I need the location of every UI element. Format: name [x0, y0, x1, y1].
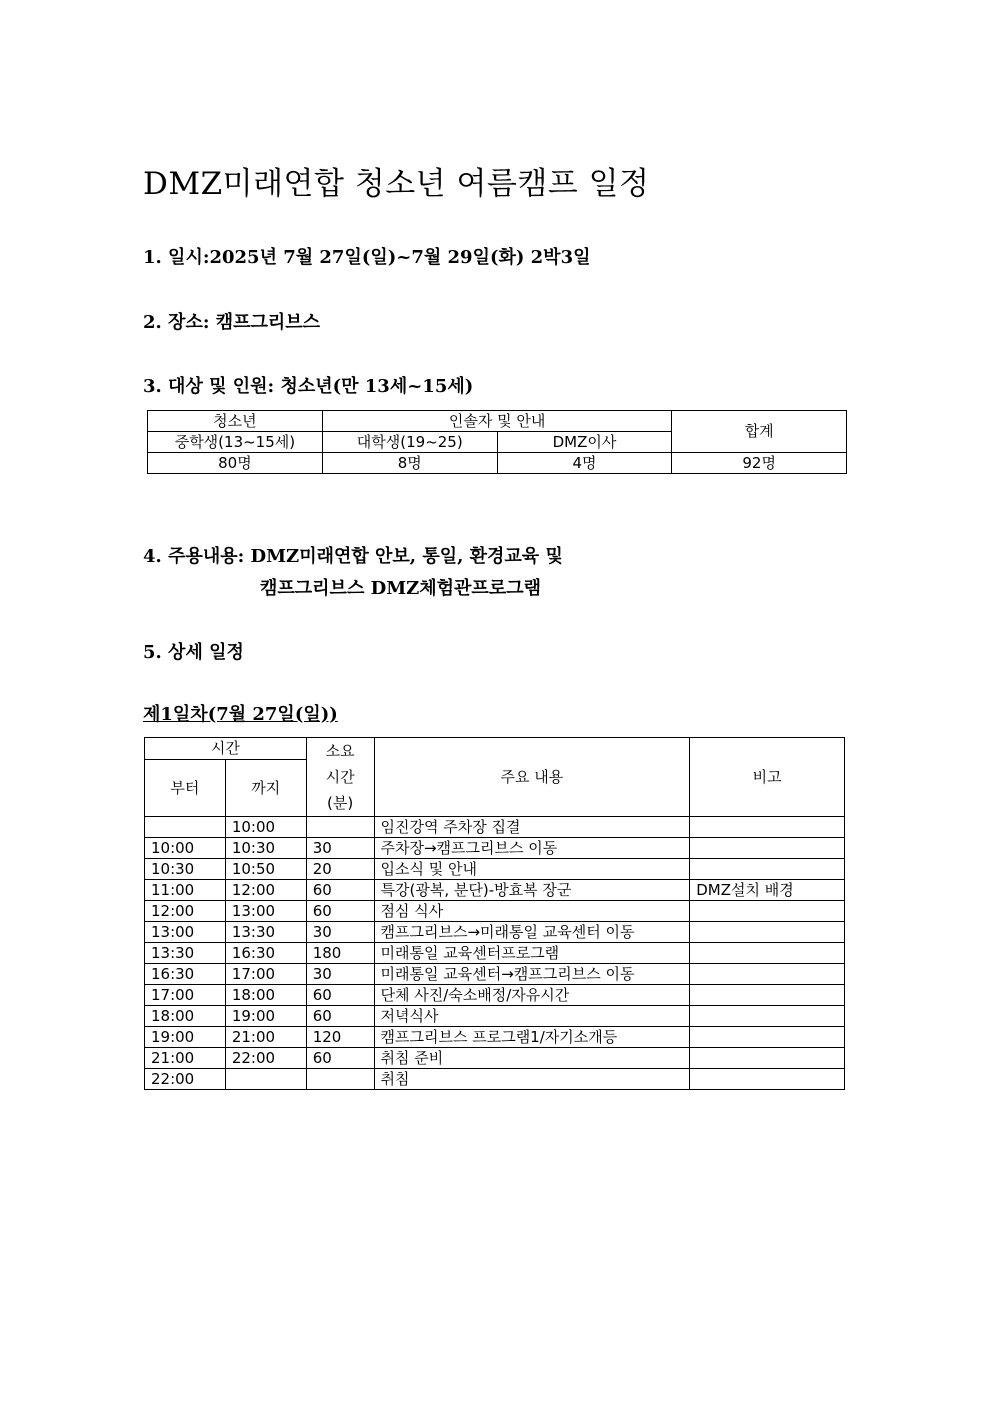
- header-time: 시간: [145, 738, 307, 760]
- header-duration-line2: 시간: [325, 768, 355, 786]
- table-row: [145, 838, 845, 859]
- cell-content: 미래통일 교육센터→캠프그리브스 이동: [374, 964, 690, 985]
- cell-to: 10:00: [225, 817, 306, 838]
- cell-note: DMZ설치 배경: [690, 880, 845, 901]
- cell-to: 10:50: [225, 859, 306, 880]
- table-row: [145, 901, 845, 922]
- cell-to: 18:00: [225, 985, 306, 1006]
- day1-heading: 제1일차(7월 27일(일)): [143, 704, 338, 725]
- cell-content: 입소식 및 안내: [374, 859, 690, 880]
- table-row: [145, 1069, 845, 1090]
- table-row: [145, 880, 845, 901]
- cell-to: 10:30: [225, 838, 306, 859]
- cell-content: 캠프그리브스→미래통일 교육센터 이동: [374, 922, 690, 943]
- subheader-college: 대학생(19~25): [322, 432, 497, 453]
- cell-content: 임진강역 주차장 집결: [374, 817, 690, 838]
- cell-duration: 60: [306, 985, 374, 1006]
- table-row: [145, 922, 845, 943]
- section-3-participants: 3. 대상 및 인원: 청소년(만 13세~15세): [143, 376, 474, 397]
- cell-duration: [306, 817, 374, 838]
- cell-content: 주차장→캠프그리브스 이동: [374, 838, 690, 859]
- cell-from: 22:00: [145, 1069, 226, 1090]
- cell-content: 취침 준비: [374, 1048, 690, 1069]
- personnel-table: [147, 410, 847, 474]
- cell-note: [690, 943, 845, 964]
- cell-to: [225, 1069, 306, 1090]
- header-from: 부터: [145, 760, 226, 817]
- table-row: [145, 859, 845, 880]
- cell-content: 단체 사진/숙소배정/자유시간: [374, 985, 690, 1006]
- section-5-detailed-schedule: 5. 상세 일정: [143, 642, 244, 663]
- table-row: [145, 1048, 845, 1069]
- cell-from: 13:30: [145, 943, 226, 964]
- section-1-schedule-dates: 1. 일시:2025년 7월 27일(일)~7월 29일(화) 2박3일: [143, 247, 591, 268]
- document-title: DMZ미래연합 청소년 여름캠프 일정: [143, 166, 650, 202]
- cell-from: 13:00: [145, 922, 226, 943]
- cell-duration: 30: [306, 838, 374, 859]
- cell-duration: 30: [306, 964, 374, 985]
- value-middle-school: 80명: [148, 453, 323, 474]
- header-note: 비고: [690, 738, 845, 817]
- cell-duration: 60: [306, 880, 374, 901]
- cell-content: 특강(광복, 분단)-방효복 장군: [374, 880, 690, 901]
- table-row: [145, 817, 845, 838]
- cell-to: 12:00: [225, 880, 306, 901]
- cell-to: 13:30: [225, 922, 306, 943]
- table-row: [145, 943, 845, 964]
- cell-from: 21:00: [145, 1048, 226, 1069]
- cell-content: 미래통일 교육센터프로그램: [374, 943, 690, 964]
- cell-content: 점심 식사: [374, 901, 690, 922]
- cell-note: [690, 1006, 845, 1027]
- cell-duration: 60: [306, 901, 374, 922]
- value-total: 92명: [672, 453, 847, 474]
- cell-to: 13:00: [225, 901, 306, 922]
- cell-note: [690, 1048, 845, 1069]
- section-4-program-content: 4. 주용내용: DMZ미래연합 안보, 통일, 환경교육 및: [143, 546, 563, 567]
- header-content: 주요 내용: [374, 738, 690, 817]
- header-duration: [306, 738, 374, 817]
- value-college: 8명: [322, 453, 497, 474]
- value-dmz-director: 4명: [497, 453, 672, 474]
- header-duration-line1: 소요: [325, 742, 355, 760]
- cell-duration: 60: [306, 1048, 374, 1069]
- cell-to: 19:00: [225, 1006, 306, 1027]
- cell-duration: 20: [306, 859, 374, 880]
- table-row: [145, 1006, 845, 1027]
- section-2-location: 2. 장소: 캠프그리브스: [143, 312, 321, 333]
- cell-note: [690, 817, 845, 838]
- cell-to: 21:00: [225, 1027, 306, 1048]
- cell-from: [145, 817, 226, 838]
- cell-note: [690, 838, 845, 859]
- cell-note: [690, 985, 845, 1006]
- cell-duration: 60: [306, 1006, 374, 1027]
- cell-note: [690, 964, 845, 985]
- cell-from: 18:00: [145, 1006, 226, 1027]
- cell-duration: 30: [306, 922, 374, 943]
- table-row: [145, 964, 845, 985]
- header-youth: 청소년: [148, 411, 323, 432]
- cell-from: 11:00: [145, 880, 226, 901]
- header-duration-line3: (분): [327, 794, 354, 812]
- cell-from: 10:00: [145, 838, 226, 859]
- section-4-program-content-cont: 캠프그리브스 DMZ체험관프로그램: [260, 578, 541, 599]
- cell-from: 17:00: [145, 985, 226, 1006]
- table-row: [145, 1027, 845, 1048]
- day1-schedule-table: [144, 737, 845, 1090]
- header-to: 까지: [225, 760, 306, 817]
- cell-content: 캠프그리브스 프로그램1/자기소개등: [374, 1027, 690, 1048]
- cell-duration: [306, 1069, 374, 1090]
- cell-from: 10:30: [145, 859, 226, 880]
- cell-to: 17:00: [225, 964, 306, 985]
- cell-note: [690, 901, 845, 922]
- header-total: 합계: [672, 411, 847, 453]
- cell-note: [690, 859, 845, 880]
- cell-from: 12:00: [145, 901, 226, 922]
- cell-duration: 120: [306, 1027, 374, 1048]
- cell-from: 16:30: [145, 964, 226, 985]
- cell-duration: 180: [306, 943, 374, 964]
- table-row: [145, 985, 845, 1006]
- header-leaders: 인솔자 및 안내: [322, 411, 672, 432]
- cell-to: 22:00: [225, 1048, 306, 1069]
- cell-note: [690, 1027, 845, 1048]
- subheader-middle-school: 중학생(13~15세): [148, 432, 323, 453]
- cell-content: 취침: [374, 1069, 690, 1090]
- cell-note: [690, 922, 845, 943]
- cell-to: 16:30: [225, 943, 306, 964]
- cell-content: 저녁식사: [374, 1006, 690, 1027]
- subheader-dmz-director: DMZ이사: [497, 432, 672, 453]
- cell-note: [690, 1069, 845, 1090]
- cell-from: 19:00: [145, 1027, 226, 1048]
